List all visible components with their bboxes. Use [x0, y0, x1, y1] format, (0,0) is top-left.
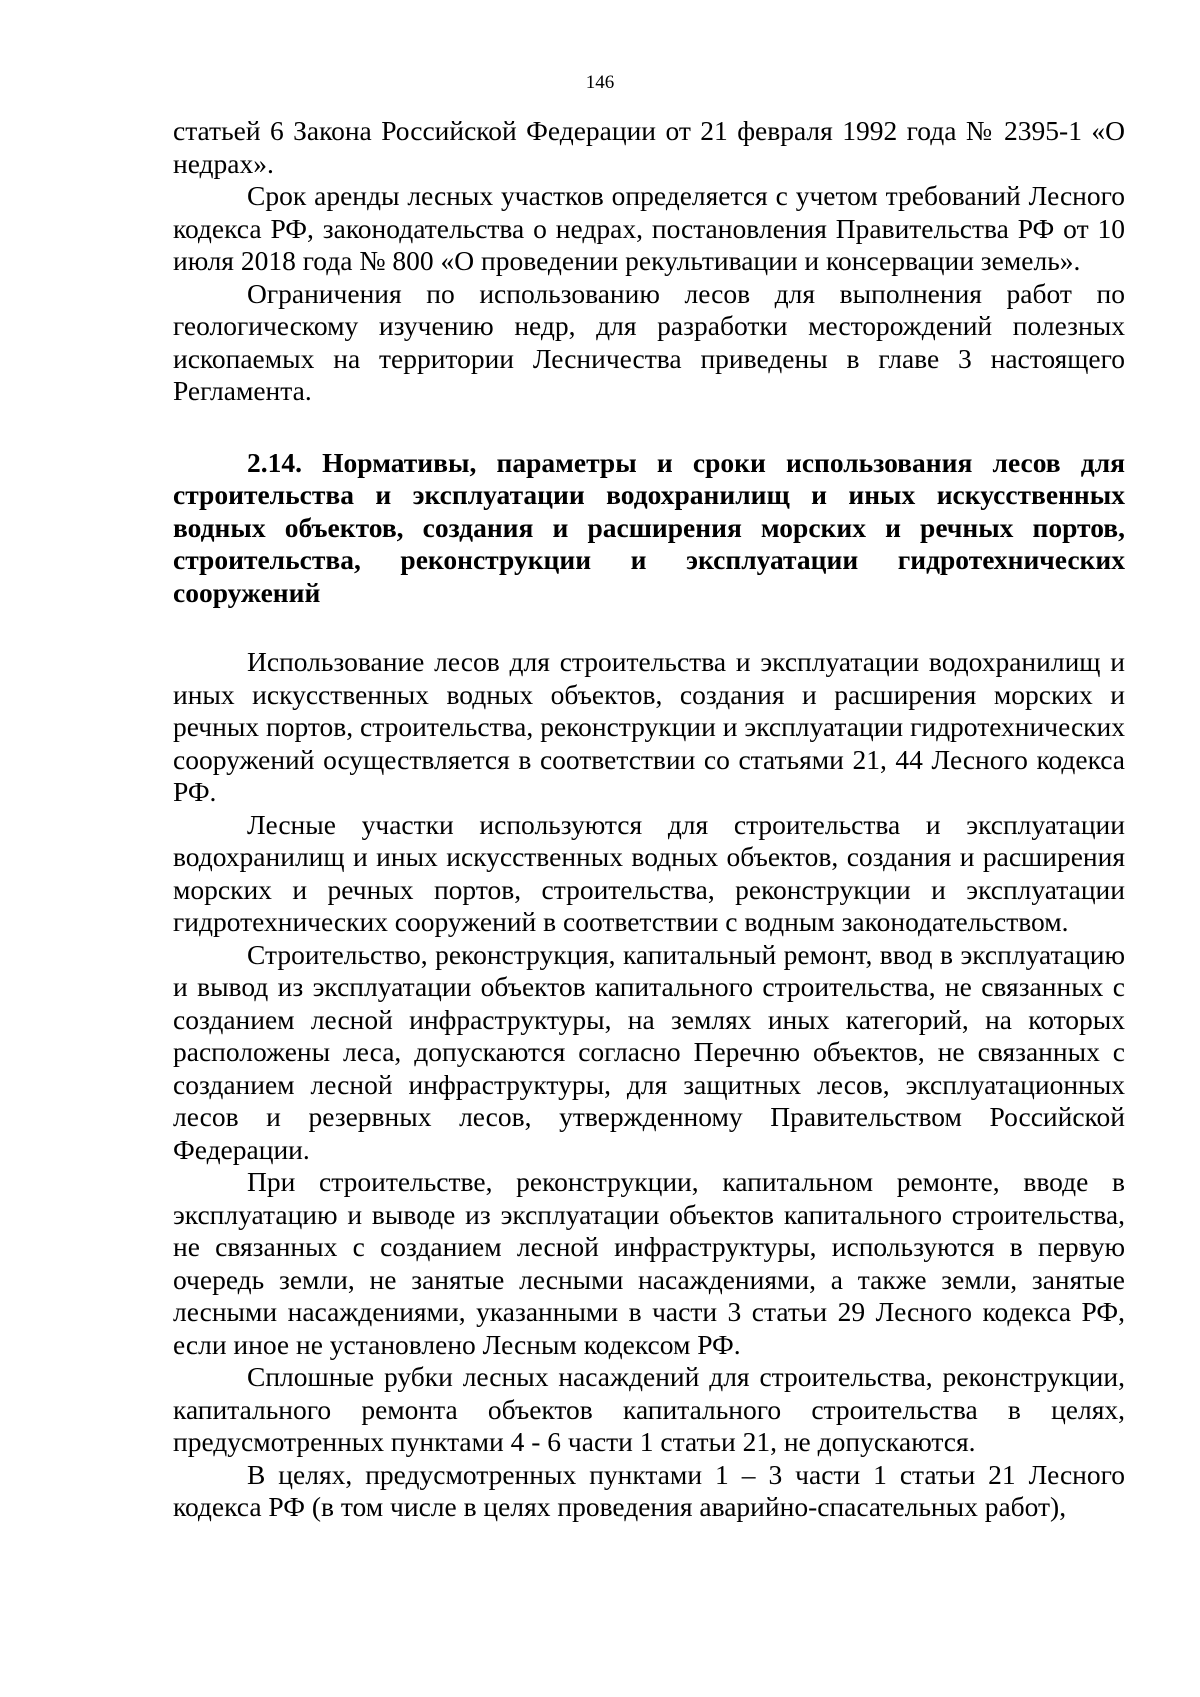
paragraph-restrictions: Ограничения по использованию лесов для выполнения работ по геологическому изучению недр, для разработки месторождений полезных ископаемых на территории Лесничества приведены в главе 3 настоящего Регламента. [173, 277, 1125, 406]
section-heading: 2.14. Нормативы, параметры и сроки использования лесов для строительства и эксплуатации водохранилищ и иных искусственных водных объектов, создания и расширения морских и речных портов, строительства, реконструкции и эксплуатации гидротехнических сооружений [173, 446, 1125, 608]
paragraph-continuation: статьей 6 Закона Российской Федерации от 21 февраля 1992 года № 2395-1 «О недрах». [173, 115, 1125, 179]
paragraph-purposes: В целях, предусмотренных пунктами 1 – 3 части 1 статьи 21 Лесного кодекса РФ (в том числе в целях проведения аварийно-спасательных работ), [173, 1458, 1125, 1522]
paragraph-lease-term: Срок аренды лесных участков определяется с учетом требований Лесного кодекса РФ, законодательства о недрах, постановления Правительства РФ от 10 июля 2018 года № 800 «О проведении рекультивации и консервации земель». [173, 180, 1125, 276]
paragraph-clear-cutting: Сплошные рубки лесных насаждений для строительства, реконструкции, капитального ремонта объектов капитального строительства в целях, предусмотренных пунктами 4 - 6 части 1 статьи 21, не допускаются. [173, 1361, 1125, 1457]
paragraph-forest-plots: Лесные участки используются для строительства и эксплуатации водохранилищ и иных искусственных водных объектов, создания и расширения морских и речных портов, строительства, реконструкции и эксплуатации гидротехнических сооружений в соответствии с водным законодательством. [173, 808, 1125, 937]
paragraph-forest-use: Использование лесов для строительства и эксплуатации водохранилищ и иных искусственных водных объектов, создания и расширения морских и речных портов, строительства, реконструкции и эксплуатации гидротехнических сооружений осуществляется в соответствии со статьями 21, 44 Лесного кодекса РФ. [173, 646, 1125, 807]
document-body [173, 115, 1125, 1524]
paragraph-construction: Строительство, реконструкция, капитальный ремонт, ввод в эксплуатацию и вывод из эксплуатации объектов капитального строительства, не связанных с созданием лесной инфраструктуры, на землях иных категорий, на которых расположены леса, допускаются согласно Перечню объектов, не связанных с созданием лесной инфраструктуры, для защитных лесов, эксплуатационных лесов и резервных лесов, утвержденному Правительством Российской Федерации. [173, 938, 1125, 1165]
paragraph-land-use: При строительстве, реконструкции, капитальном ремонте, вводе в эксплуатацию и выводе из эксплуатации объектов капитального строительства, не связанных с созданием лесной инфраструктуры, используются в первую очередь земли, не занятые лесными насаждениями, а также земли, занятые лесными насаждениями, указанными в части 3 статьи 29 Лесного кодекса РФ, если иное не установлено Лесным кодексом РФ. [173, 1166, 1125, 1360]
page-number: 146 [585, 72, 615, 93]
